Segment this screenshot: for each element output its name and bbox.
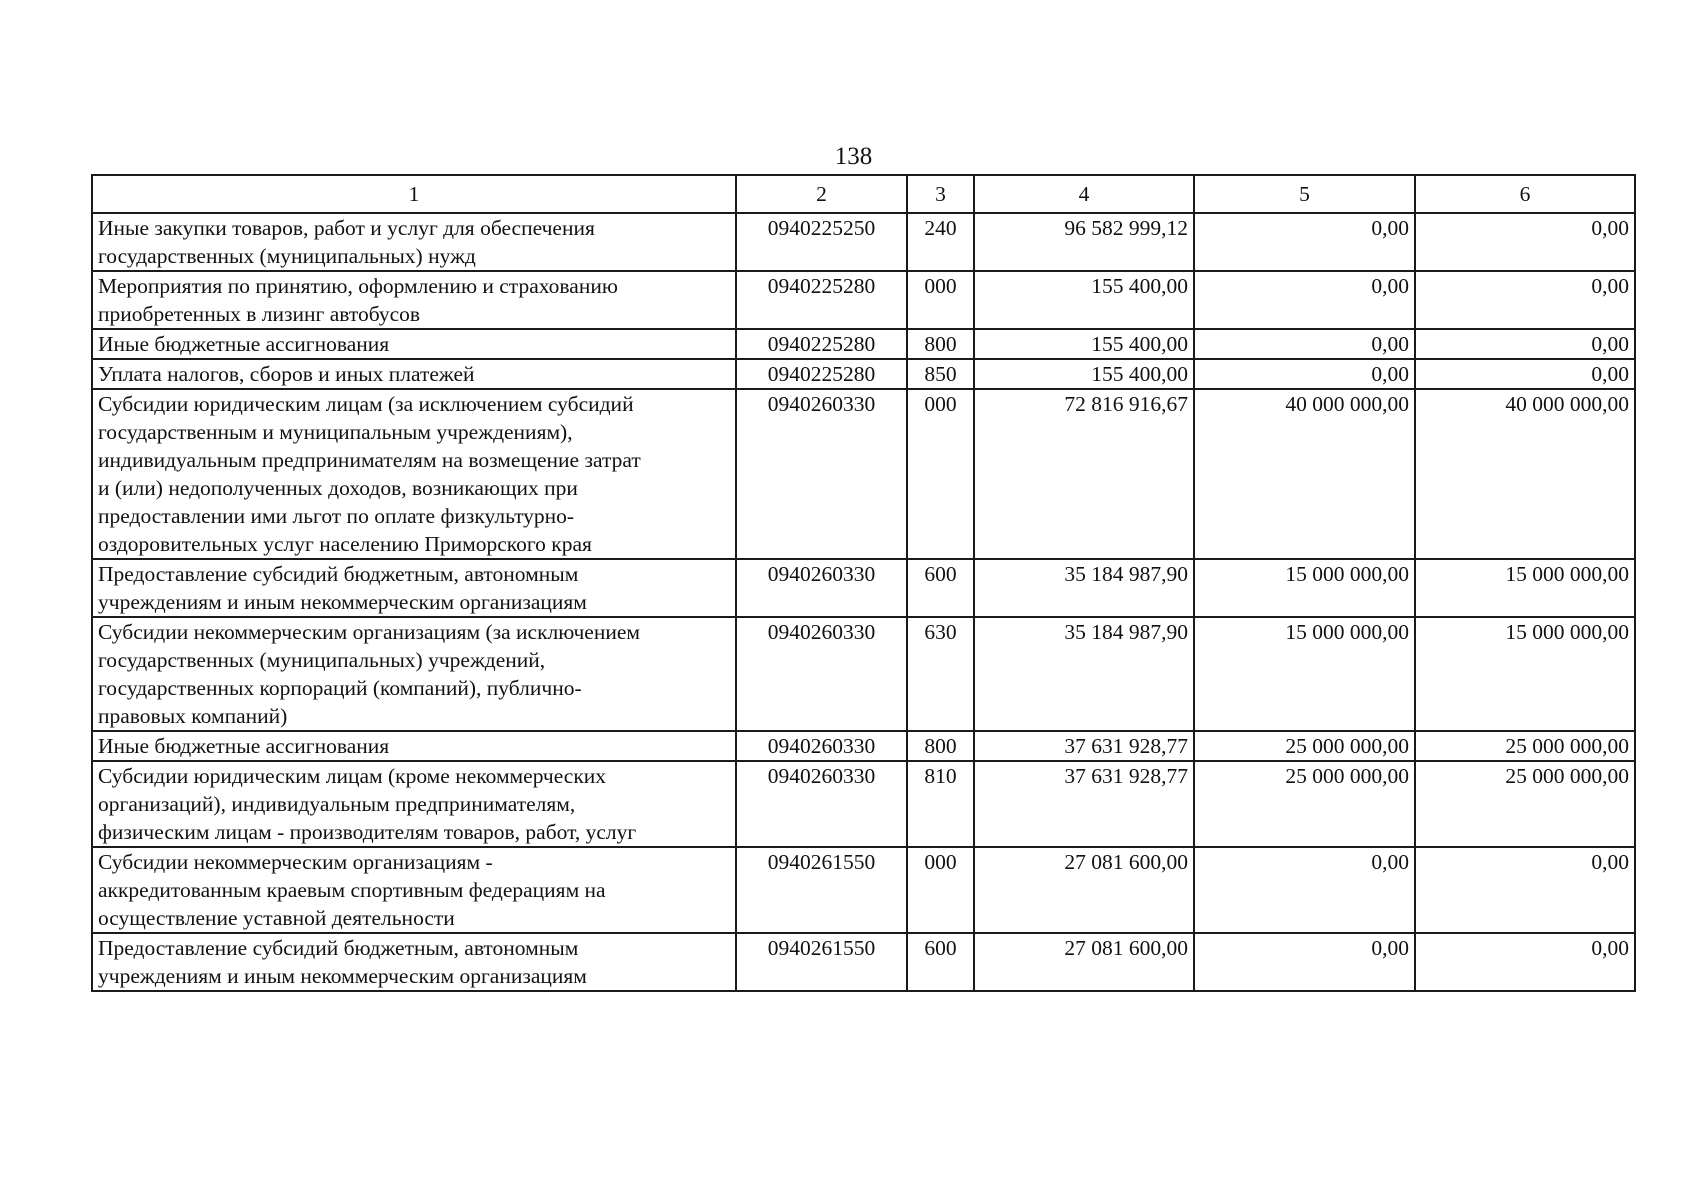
row-kvr: 000 xyxy=(907,271,974,329)
column-header: 3 xyxy=(907,175,974,213)
row-amount-5: 0,00 xyxy=(1194,329,1415,359)
row-amount-4: 37 631 928,77 xyxy=(974,761,1194,847)
row-amount-5: 40 000 000,00 xyxy=(1194,389,1415,559)
row-amount-6: 15 000 000,00 xyxy=(1415,617,1635,731)
row-code: 0940260330 xyxy=(736,389,907,559)
table-row xyxy=(92,847,1635,933)
row-kvr: 240 xyxy=(907,213,974,271)
row-name xyxy=(92,213,736,271)
row-name xyxy=(92,933,736,991)
row-kvr: 600 xyxy=(907,559,974,617)
row-name xyxy=(92,731,736,761)
row-code: 0940225250 xyxy=(736,213,907,271)
row-code: 0940260330 xyxy=(736,761,907,847)
row-amount-6: 15 000 000,00 xyxy=(1415,559,1635,617)
row-amount-6: 0,00 xyxy=(1415,213,1635,271)
budget-table xyxy=(91,174,1636,992)
row-code: 0940225280 xyxy=(736,271,907,329)
row-kvr: 850 xyxy=(907,359,974,389)
row-name xyxy=(92,359,736,389)
row-name xyxy=(92,559,736,617)
row-name-text: Субсидии юридическим лицам (кроме некоммерческих организаций), индивидуальным предпринимателям, физическим лицам - производителям товаров, работ, услуг xyxy=(98,764,637,844)
row-amount-5: 0,00 xyxy=(1194,213,1415,271)
row-name xyxy=(92,617,736,731)
row-amount-4: 155 400,00 xyxy=(974,271,1194,329)
row-amount-6: 25 000 000,00 xyxy=(1415,731,1635,761)
row-amount-5: 0,00 xyxy=(1194,359,1415,389)
row-amount-5: 0,00 xyxy=(1194,933,1415,991)
column-header: 1 xyxy=(92,175,736,213)
row-amount-4: 27 081 600,00 xyxy=(974,847,1194,933)
row-name xyxy=(92,271,736,329)
table-row xyxy=(92,271,1635,329)
row-kvr: 600 xyxy=(907,933,974,991)
row-code: 0940260330 xyxy=(736,617,907,731)
row-name-text: Иные бюджетные ассигнования xyxy=(98,734,390,758)
row-name-text: Уплата налогов, сборов и иных платежей xyxy=(98,362,475,386)
row-amount-4: 155 400,00 xyxy=(974,329,1194,359)
table-row xyxy=(92,933,1635,991)
row-amount-6: 0,00 xyxy=(1415,271,1635,329)
row-amount-5: 25 000 000,00 xyxy=(1194,731,1415,761)
page-number: 138 xyxy=(834,143,873,170)
table-row xyxy=(92,761,1635,847)
row-amount-5: 25 000 000,00 xyxy=(1194,761,1415,847)
row-code: 0940260330 xyxy=(736,559,907,617)
row-amount-6: 25 000 000,00 xyxy=(1415,761,1635,847)
row-kvr: 000 xyxy=(907,389,974,559)
row-amount-4: 27 081 600,00 xyxy=(974,933,1194,991)
table-header-row xyxy=(92,175,1635,213)
row-amount-5: 15 000 000,00 xyxy=(1194,559,1415,617)
table-row xyxy=(92,731,1635,761)
row-amount-6: 0,00 xyxy=(1415,933,1635,991)
row-amount-6: 0,00 xyxy=(1415,359,1635,389)
row-name xyxy=(92,847,736,933)
row-name xyxy=(92,761,736,847)
row-code: 0940225280 xyxy=(736,359,907,389)
row-code: 0940261550 xyxy=(736,933,907,991)
row-amount-6: 0,00 xyxy=(1415,329,1635,359)
row-amount-5: 0,00 xyxy=(1194,847,1415,933)
table-row xyxy=(92,359,1635,389)
row-code: 0940261550 xyxy=(736,847,907,933)
row-code: 0940260330 xyxy=(736,731,907,761)
row-code: 0940225280 xyxy=(736,329,907,359)
row-name-text: Субсидии некоммерческим организациям - аккредитованным краевым спортивным федерациям на осуществление уставной деятельности xyxy=(98,850,606,930)
row-name-text: Предоставление субсидий бюджетным, автономным учреждениям и иным некоммерческим организациям xyxy=(98,936,587,988)
row-name-text: Иные закупки товаров, работ и услуг для обеспечения государственных (муниципальных) нужд xyxy=(98,216,595,268)
row-name xyxy=(92,389,736,559)
row-name-text: Субсидии юридическим лицам (за исключением субсидий государственным и муниципальным учреждениям), индивидуальным предпринимателям на возмещение затрат и (или) недополученных доходов, возникающих при предоставлении ими льгот по оплате физкультурно- оздоровительных услуг населению Приморского края xyxy=(98,392,641,556)
column-header: 6 xyxy=(1415,175,1635,213)
row-amount-4: 35 184 987,90 xyxy=(974,559,1194,617)
table-row xyxy=(92,329,1635,359)
row-amount-4: 72 816 916,67 xyxy=(974,389,1194,559)
row-amount-4: 96 582 999,12 xyxy=(974,213,1194,271)
row-amount-4: 37 631 928,77 xyxy=(974,731,1194,761)
row-kvr: 800 xyxy=(907,329,974,359)
column-header: 5 xyxy=(1194,175,1415,213)
row-amount-5: 15 000 000,00 xyxy=(1194,617,1415,731)
column-header: 2 xyxy=(736,175,907,213)
table-row xyxy=(92,559,1635,617)
row-kvr: 630 xyxy=(907,617,974,731)
row-kvr: 000 xyxy=(907,847,974,933)
row-name-text: Мероприятия по принятию, оформлению и страхованию приобретенных в лизинг автобусов xyxy=(98,274,618,326)
table-row xyxy=(92,389,1635,559)
row-name-text: Предоставление субсидий бюджетным, автономным учреждениям и иным некоммерческим организациям xyxy=(98,562,587,614)
row-kvr: 800 xyxy=(907,731,974,761)
table-row xyxy=(92,617,1635,731)
row-kvr: 810 xyxy=(907,761,974,847)
row-name-text: Иные бюджетные ассигнования xyxy=(98,332,390,356)
row-name-text: Субсидии некоммерческим организациям (за исключением государственных (муниципальных) учреждений, государственных корпораций (компаний), публично- правовых компаний) xyxy=(98,620,641,728)
column-header: 4 xyxy=(974,175,1194,213)
row-amount-5: 0,00 xyxy=(1194,271,1415,329)
row-name xyxy=(92,329,736,359)
table-row xyxy=(92,213,1635,271)
row-amount-4: 155 400,00 xyxy=(974,359,1194,389)
row-amount-4: 35 184 987,90 xyxy=(974,617,1194,731)
row-amount-6: 0,00 xyxy=(1415,847,1635,933)
row-amount-6: 40 000 000,00 xyxy=(1415,389,1635,559)
